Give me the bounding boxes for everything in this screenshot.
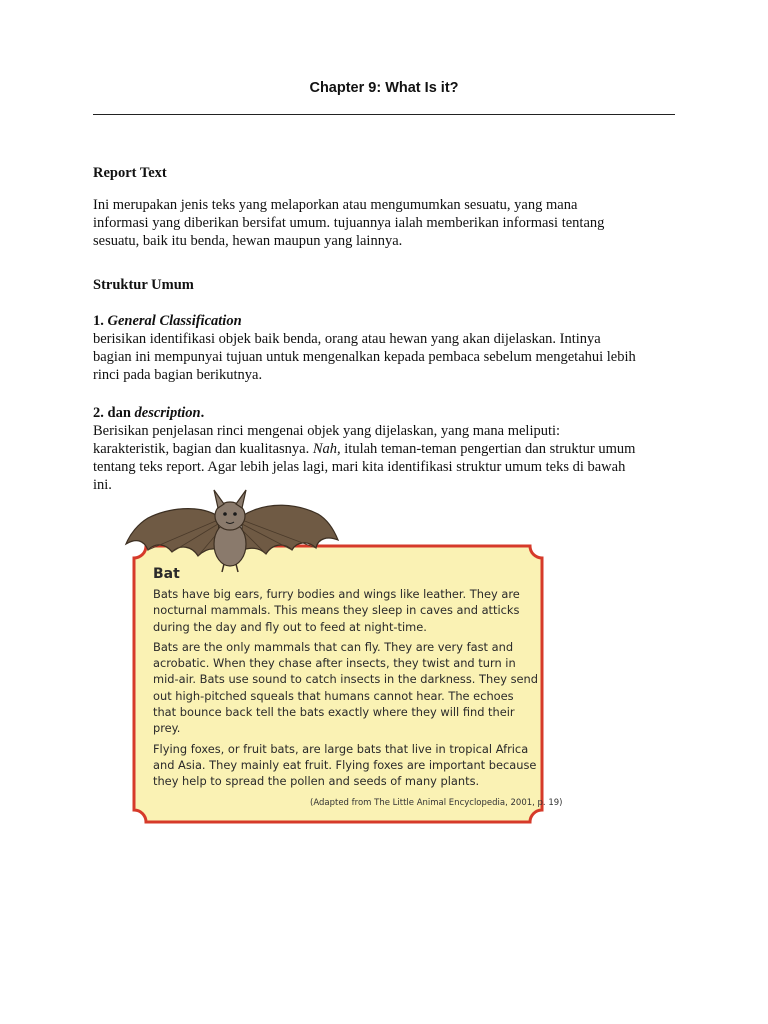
section-number: 1. — [93, 313, 104, 329]
card-line: during the day and fly out to feed at night-time. — [153, 619, 427, 634]
section-title: General Classification — [107, 313, 242, 329]
section-title: description — [134, 405, 201, 421]
paragraph-line: ini. — [93, 477, 112, 493]
paragraph-line: tentang teks report. Agar lebih jelas lagi, mari kita identifikasi struktur umum teks di bawah — [93, 459, 626, 475]
report-text-paragraph — [93, 196, 678, 250]
card-line: out high-pitched squeals that humans cannot hear. The echoes — [153, 688, 514, 703]
text-segment: karakteristik, bagian dan kualitasnya. — [93, 441, 310, 457]
text-segment: , itulah teman-teman pengertian dan struktur umum — [337, 441, 636, 457]
card-line: they help to spread the pollen and seeds of many plants. — [153, 774, 480, 789]
card-line: Bats are the only mammals that can fly. They are very fast and — [153, 639, 514, 654]
bat-card-text — [153, 565, 548, 790]
card-line: mid-air. Bats use sound to catch insects in the darkness. They send — [153, 672, 538, 687]
chapter-title: Chapter 9: What Is it? — [309, 80, 459, 96]
card-line: Bats have big ears, furry bodies and wings like leather. They are — [153, 587, 520, 601]
paragraph-line: sesuatu, baik itu benda, hewan maupun yang lainnya. — [93, 233, 403, 249]
card-line: that bounce back tell the bats exactly where they will find their — [153, 705, 515, 720]
card-line: acrobatic. When they chase after insects, they twist and turn in — [153, 656, 516, 671]
card-title: Bat — [153, 566, 180, 582]
card-line: and Asia. They mainly eat fruit. Flying foxes are important because — [153, 757, 537, 772]
section-heading — [93, 312, 678, 330]
paragraph-line: Berisikan penjelasan rinci mengenai objek yang dijelaskan, yang mana meliputi: — [93, 423, 561, 439]
general-classification-section — [93, 312, 678, 384]
paragraph-line: berisikan identifikasi objek baik benda, orang atau hewan yang akan dijelaskan. Intinya — [93, 331, 601, 347]
header-rule — [93, 114, 675, 115]
struktur-umum-heading: Struktur Umum — [93, 277, 194, 293]
paragraph-line: bagian ini mempunyai tujuan untuk mengenalkan kepada pembaca sebelum mengetahui lebih — [93, 349, 636, 365]
card-line: prey. — [153, 721, 181, 736]
section-heading — [93, 404, 678, 422]
card-line: nocturnal mammals. This means they sleep in caves and atticks — [153, 603, 520, 618]
section-number: 2. dan — [93, 405, 131, 421]
card-line: Flying foxes, or fruit bats, are large bats that live in tropical Africa — [153, 741, 529, 756]
paragraph-line — [93, 440, 678, 458]
report-text-heading: Report Text — [93, 165, 167, 181]
paragraph-line: rinci pada bagian berikutnya. — [93, 367, 263, 383]
italic-word: Nah — [312, 441, 338, 457]
card-source-citation: (Adapted from The Little Animal Encyclopedia, 2001, p. 19) — [310, 798, 563, 808]
description-section — [93, 404, 678, 494]
paragraph-line: informasi yang diberikan bersifat umum. tujuannya ialah memberikan informasi tentang — [93, 215, 605, 231]
section-title-period: . — [200, 405, 205, 421]
paragraph-line: Ini merupakan jenis teks yang melaporkan atau mengumumkan sesuatu, yang mana — [93, 197, 578, 213]
